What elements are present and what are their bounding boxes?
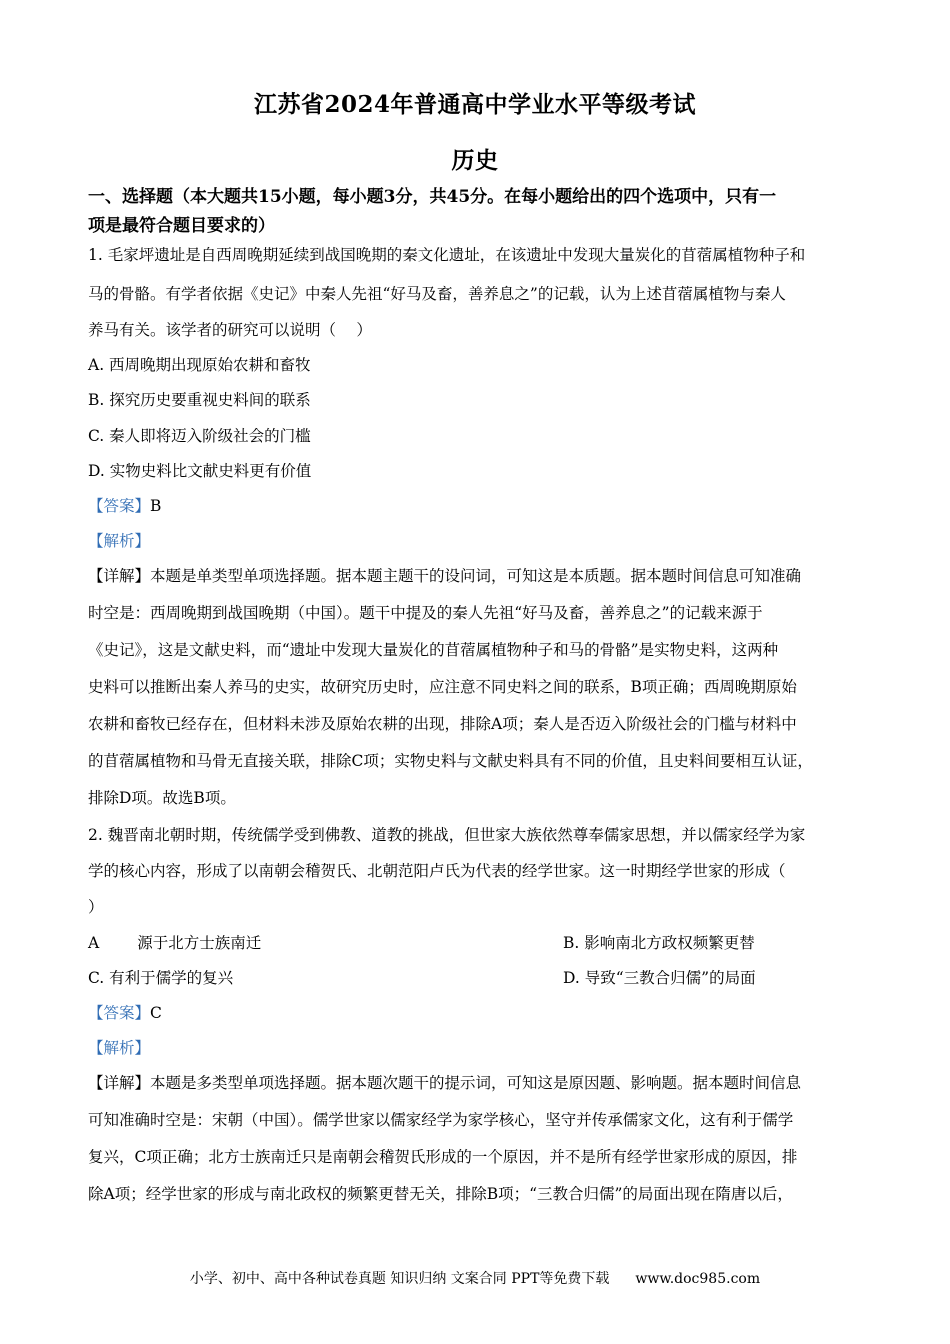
detail-tag: 【详解】 [88,1074,151,1092]
q1-option-a: A. 西周晚期出现原始农耕和畜牧 [88,356,311,374]
q1-detail-line: 史料可以推断出秦人养马的史实，故研究历史时，应注意不同史料之间的联系，B项正确；西周晚期原始 [88,678,797,696]
footer-url[interactable]: www.doc985.com [635,1271,761,1287]
q1-detail-line: 的苜蓿属植物和马骨无直接关联，排除C项；实物史料与文献史料具有不同的价值，且史料间要相互认证， [88,752,813,770]
q2-options-row1 [88,932,878,954]
q1-analysis-tag: 【解析】 [88,532,151,550]
q2-option-a-text: 源于北方士族南迁 [137,934,262,952]
q2-options-row2 [88,967,878,989]
q1-stem-line: 养马有关。该学者的研究可以说明（ ） [88,321,372,339]
q1-detail-line: 《史记》，这是文献史料，而“遗址中发现大量炭化的苜蓿属植物种子和马的骨骼”是实物史料，这两种 [88,641,779,659]
answer-value: C [150,1004,162,1022]
q1-stem-line: 马的骨骼。有学者依据《史记》中秦人先祖“好马及畜，善养息之”的记载，认为上述苜蓿属植物与秦人 [88,285,786,303]
subject-title: 历史 [451,147,499,174]
exam-title: 江苏省2024年普通高中学业水平等级考试 [253,91,696,118]
footer-text: 小学、初中、高中各种试卷真题 知识归纳 文案合同 PPT等免费下载 [189,1271,610,1287]
q1-option-d: D. 实物史料比文献史料更有价值 [88,462,312,480]
page-footer [0,1268,950,1288]
q2-stem-line: 2. 魏晋南北朝时期，传统儒学受到佛教、道教的挑战，但世家大族依然尊奉儒家思想，并以儒家经学为家 [88,826,806,844]
answer-tag: 【答案】 [88,497,151,515]
q1-answer [88,495,878,517]
q2-option-b: B. 影响南北方政权频繁更替 [563,934,755,952]
q1-detail-line: 农耕和畜牧已经存在，但材料未涉及原始农耕的出现，排除A项；秦人是否迈入阶级社会的门槛与材料中 [88,715,797,733]
q2-detail-line: 可知准确时空是：宋朝（中国）。儒学世家以儒家经学为家学核心，坚守并传承儒家文化，这有利于儒学 [88,1111,794,1129]
answer-tag: 【答案】 [88,1004,151,1022]
q1-option-c: C. 秦人即将迈入阶级社会的门槛 [88,427,311,445]
q2-detail-line: 【详解】本题是多类型单项选择题。据本题次题干的提示词，可知这是原因题、影响题。据本题时间信息 [88,1074,802,1092]
q2-option-c: C. 有利于儒学的复兴 [88,969,234,987]
detail-tag: 【详解】 [88,567,151,585]
answer-value: B [150,497,162,515]
q2-analysis-tag: 【解析】 [88,1039,151,1057]
q2-answer [88,1002,878,1024]
section-heading: 一、选择题（本大题共15小题，每小题3分，共45分。在每小题给出的四个选项中，只有一 [88,187,777,207]
q2-stem-line: ） [88,898,104,916]
q2-option-d: D. 导致“三教合归儒”的局面 [563,969,756,987]
q2-stem-line: 学的核心内容，形成了以南朝会稽贺氏、北朝范阳卢氏为代表的经学世家。这一时期经学世家的形成（ [88,862,786,880]
q1-stem-line: 1. 毛家坪遗址是自西周晚期延续到战国晚期的秦文化遗址，在该遗址中发现大量炭化的苜蓿属植物种子和 [88,246,806,264]
q2-detail-line: 复兴，C项正确；北方士族南迁只是南朝会稽贺氏形成的一个原因，并不是所有经学世家形成的原因，排 [88,1148,798,1166]
q2-detail-line: 除A项；经学世家的形成与南北政权的频繁更替无关，排除B项；“三教合归儒”的局面出现在隋唐以后， [88,1185,793,1203]
q1-option-b: B. 探究历史要重视史料间的联系 [88,391,311,409]
q1-detail-line: 【详解】本题是单类型单项选择题。据本题主题干的设问词，可知这是本质题。据本题时间信息可知准确 [88,567,802,585]
q2-option-a-letter: A [88,934,100,952]
q1-detail-line: 排除D项。故选B项。 [88,789,236,807]
q1-detail-line: 时空是：西周晚期到战国晚期（中国）。题干中提及的秦人先祖“好马及畜，善养息之”的记载来源于 [88,604,763,622]
section-heading-cont: 项是最符合题目要求的） [88,216,275,236]
